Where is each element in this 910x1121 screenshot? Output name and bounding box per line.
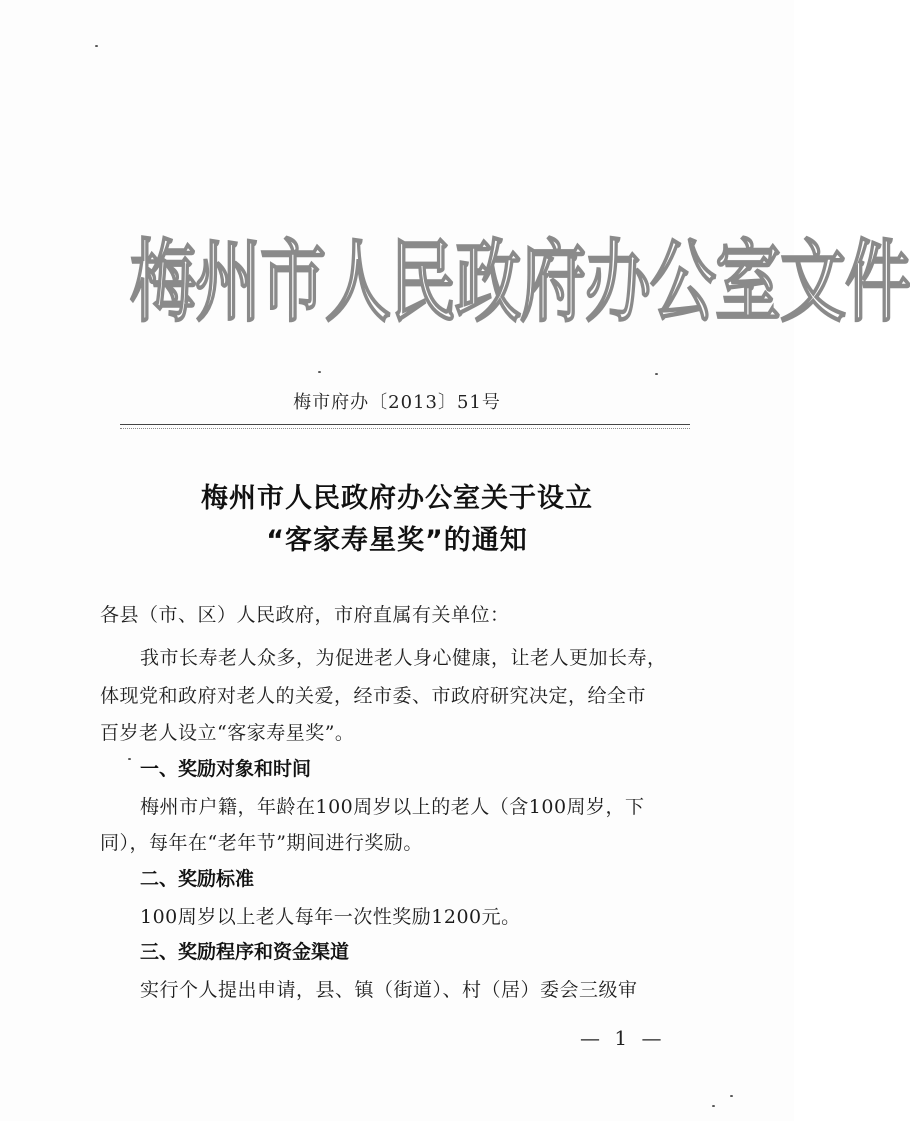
notice-title-line-2: “客家寿星奖”的通知 xyxy=(266,525,528,556)
scan-speck xyxy=(730,1095,733,1097)
section-3-heading: 三、奖励程序和资金渠道 xyxy=(140,941,350,963)
intro-line-3: 百岁老人设立“客家寿星奖”。 xyxy=(100,722,355,744)
scan-speck xyxy=(95,45,98,47)
header-divider-secondary xyxy=(120,428,690,429)
section-1-line-2: 同），每年在“老年节”期间进行奖励。 xyxy=(100,832,423,854)
section-1-heading: 一、奖励对象和时间 xyxy=(140,758,312,780)
notice-title-line-1: 梅州市人民政府办公室关于设立 xyxy=(201,483,593,514)
section-3-line-1: 实行个人提出申请，县、镇（街道）、村（居）委会三级审 xyxy=(140,979,638,1001)
document-number: 梅市府办〔2013〕51号 xyxy=(293,392,501,413)
section-2-heading: 二、奖励标准 xyxy=(140,868,255,890)
section-1-line-1: 梅州市户籍，年龄在100周岁以上的老人（含100周岁，下 xyxy=(140,796,645,818)
intro-line-1: 我市长寿老人众多，为促进老人身心健康，让老人更加长寿， xyxy=(140,647,667,669)
page-number: — 1 — xyxy=(580,1026,666,1050)
header-divider xyxy=(120,424,690,425)
intro-line-2: 体现党和政府对老人的关爱，经市委、市政府研究决定，给全市 xyxy=(100,685,647,707)
scan-speck xyxy=(318,371,321,373)
scan-speck xyxy=(128,758,131,760)
scan-speck xyxy=(655,373,658,375)
addressee: 各县（市、区）人民政府，市府直属有关单位： xyxy=(100,604,510,626)
section-2-line-1: 100周岁以上老人每年一次性奖励1200元。 xyxy=(140,906,521,928)
scan-speck xyxy=(712,1105,715,1107)
issuer-banner-title: 梅州市人民政府办公室文件 xyxy=(130,229,910,335)
